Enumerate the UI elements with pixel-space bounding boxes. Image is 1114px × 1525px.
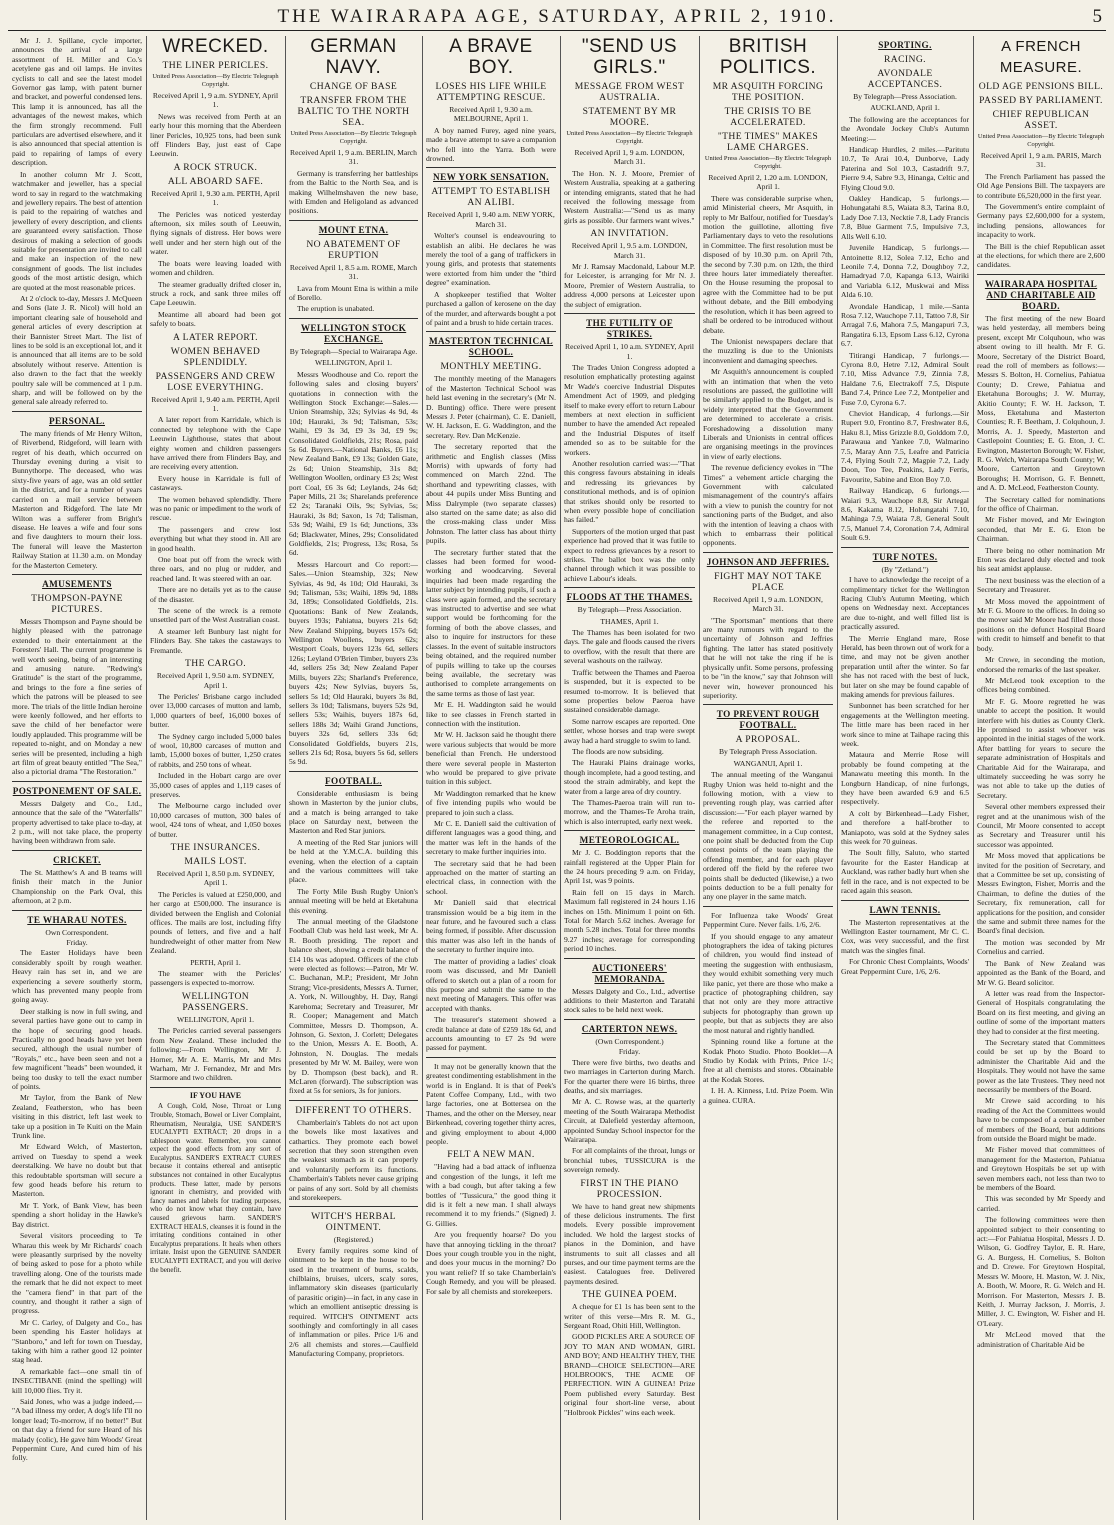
article-paragraph: Mr Crewe said according to his reading of the Act the Committees would have to be composed of a certain number of members of the Board, but additions from outside the Board might be made.: [977, 1096, 1105, 1143]
advertisement-text: For Chronic Chest Complaints, Woods' Great Peppermint Cure, 1/6, 2/6.: [841, 957, 969, 976]
article-paragraph: The secretary said that he had been approached on the matter of starting an electrical class, in connection with the school.: [426, 858, 556, 896]
column-6: [703, 36, 833, 1520]
headline: A FRENCH MEASURE.: [999, 38, 1083, 76]
article-paragraph: The Trades Union Congress adopted a resolution emphatically protesting against Mr Wade's coercive Industrial Disputes Amendment Act of 1909, and pledging itself to make every effort to return Labour members at next election in sufficient number to have the amended Act repealed and the Industrial Disputes of itself amended so as to be suitable for the workers.: [564, 362, 695, 457]
headline: MASTERTON TECHNICAL SCHOOL.: [428, 336, 554, 358]
divider: [564, 830, 695, 831]
headline: TE WHARAU NOTES.: [27, 914, 127, 925]
article-paragraph: The Pericles' Brisbane cargo included over 13,000 carcases of mutton and lamb, 1,000 quarters of beef, 16,000 boxes of butter.: [150, 691, 281, 730]
headline: AMUSEMENTS: [42, 578, 112, 589]
advertisement-text: For Influenza take Woods' Great Peppermint Cure. Never fails. 1/6, 2/6.: [703, 910, 833, 930]
column-rule: [146, 36, 147, 1520]
dateline: Received April 1, 9.30 a.m. PERTH, April 1.: [151, 188, 280, 208]
article-paragraph: The Thames-Paeroa train will run to-morrow, and the Thames-Te Aroha train, which is also interrupted, early next week.: [564, 797, 695, 826]
headline: NEW YORK SENSATION.: [433, 172, 549, 183]
article-paragraph: Wolter's counsel is endeavouring to establish an alibi. He declares he was merely the tool of a gang of traffickers in young girls, and protests that statements were extorted from him under the "third degree" examination.: [426, 231, 556, 288]
credit-line: United Press Association—By Electric Telegraph Copyright.: [704, 155, 832, 170]
article-paragraph: A steamer left Bunbury last night for Flinders Bay. She takes the castaways to Fremantle.: [150, 626, 281, 655]
dateline: Received April 1, 8.50 p.m. SYDNEY, April 1.: [156, 869, 275, 888]
dateline: WANGANUI, April 1.: [733, 758, 803, 768]
dateline: AUCKLAND, April 1.: [870, 103, 940, 113]
divider: [289, 771, 418, 772]
article-paragraph: Mr Crewe, in seconding the motion, endorsed the remarks of the last speaker.: [977, 655, 1105, 674]
article-paragraph: There being no other nomination Mr Eton was declared duly elected and took his seat amidst applause.: [977, 545, 1105, 574]
article-paragraph: A later report from Karridale, which is connected by telephone with the Cape Leeuwin Lighthouse, states that about eighty women and children passengers have arrived there from Flinders Bay, and are receiving every attention.: [150, 415, 281, 472]
byline: By Telegraph—Press Association.: [853, 92, 957, 101]
subheadline: WITCH'S HERBAL OINTMENT.: [311, 1211, 396, 1234]
article-paragraph: The Government's entire complaint of Germany pays £2,600,000 for a system, including pensions, allowances for incapacity to work.: [977, 202, 1105, 240]
article-paragraph: "The Sportsman" mentions that there are many rumours with regard to the uncertainty of Johnson and Jeffries fighting. The latter has stated positively that he will not take the ring if he is physically unfit. Some persons, professing to be "in the know," say that Johnson will never win, however pronounced his superiority.: [703, 615, 833, 700]
article-paragraph: The Sydney cargo included 5,000 bales of wool, 10,800 carcases of mutton and lamb, 15,000 boxes of butter, 1,250 crates of rabbits, and 250 tons of wheat.: [150, 731, 281, 769]
article-paragraph: The Bank of New Zealand was appointed as the Bank of the Board, and Mr W. G. Beard solicitor.: [977, 958, 1105, 987]
article-paragraph: There were five births, two deaths and two marriages in Carterton during March. For the quarter there were 16 births, three deaths, and six marriages.: [564, 1057, 695, 1095]
column-3: [289, 36, 418, 1520]
dateline: Received April 1, 9 a.m. BERLIN, March 31.: [290, 148, 417, 167]
headline: BRITISH POLITICS.: [719, 36, 817, 78]
divider: [426, 167, 556, 168]
article-paragraph: The Secretary called for nominations for the office of Chairman.: [977, 494, 1105, 513]
divider: [12, 411, 142, 412]
divider: [703, 906, 833, 907]
article-paragraph: Lava from Mount Etna is within a mile of Borello.: [289, 283, 418, 303]
subheadline: WELLINGTON PASSENGERS.: [181, 990, 250, 1013]
credit-line: United Press Association—By Electric Telegraph Copyright.: [977, 133, 1105, 148]
article-paragraph: Handicap Hurdles, 2 miles.—Paritutu 10.7, Te Arai 10.4, Dunborve, Lady Paterina and Sol 10.3, Castadrift 9.7, Pierre 9.4, Sabre 9.3, Hinanga, Celtic and Flying Cloud 9.0.: [841, 145, 969, 192]
column-rule: [285, 36, 286, 1520]
subheadline: PASSED BY PARLIAMENT.: [979, 95, 1103, 106]
subheadline: OLD AGE PENSIONS BILL.: [978, 81, 1104, 92]
article-paragraph: The Soult filly, Saluto, who started favourite for the Easter Handicap at Auckland, was rather badly hurt when she fell in the race, and is not expected to be raced again this season.: [841, 848, 969, 896]
subheadline: MONTHLY MEETING.: [440, 361, 542, 373]
article-paragraph: Several other members expressed their regret and at the unanimous wish of the Council, Mr Moore consented to accept as Secretary and Treasurer until his successor was appointed.: [977, 802, 1105, 849]
subheadline: PASSENGERS AND CREW LOSE EVERYTHING.: [155, 370, 276, 393]
dateline: Received April 1, 9 a.m. PARIS, March 31.: [980, 151, 1102, 170]
dateline: Friday.: [618, 1047, 641, 1057]
headline: JOHNSON AND JEFFRIES.: [706, 556, 830, 567]
article-paragraph: Mr W. H. Jackson said he thought there were various subjects that would be more beneficial than French. He understood there were several people in Masterton who would be prepared to give private tuition in this subject.: [426, 730, 556, 787]
headline: TURF NOTES.: [872, 551, 938, 562]
dateline: Received April 1, 10 a.m. SYDNEY, April 1.: [565, 342, 694, 361]
column-5: [564, 36, 695, 1520]
article-paragraph: One boat put off from the wreck with three oars, and no plug or rudder, and reached land. It was steered with an oar.: [150, 555, 281, 583]
article-paragraph: Mr Moss moved the appointment of Mr F. G. Moore to the offices. In doing so the mover said Mr Moore had filled those positions on the defunct Hospital Board with credit to himself and benefit to that body.: [977, 596, 1105, 653]
advertisement-text: A Cough, Cold, Nose, Throat or Lung Trouble, Stomach, Bowel or Liver Complaint, Rheumatism, Neuralgia, USE SANDER'S EUCALYPTI EXTRACT; 20 drops in a tablespoon water. Remember, you cannot expect the good effects from any sort of Eucalyptus. SANDER'S EXTRACT CURES because it contains ethereal and antiseptic substances not contained in other Eucalyptus products. These latter, made by persons ignorant in chemistry, and provided with fancy names and labels for trading purposes, who do not know what they contain, have caused grievous harm. SANDER'S EXTRACT HEALS, cleanses it is found in the irritating conditions contained in other Eucalyptus preparations. It heals when others irritate. Insist upon the GENUINE SANDER EUCALYPTI EXTRACT, and you will derive the benefit.: [150, 1102, 281, 1274]
article-paragraph: Mr J. Ramsay Macdonald, Labour M.P. for Leicester, is arranging for Mr N. J. Moore, Premier of Western Australia, to address 4,000 persons at Leicester upon the subject of emigration.: [564, 262, 695, 309]
subheadline: MAILS LOST.: [184, 856, 247, 867]
subheadline: ATTEMPT TO ESTABLISH AN ALIBI.: [431, 186, 551, 209]
article-paragraph: The annual meeting of the Gladstone Football Club was held last week, Mr A. R. Booth presiding. The report and balance sheet, showing a credit balance of £14 10s was adopted. Officers of the club were elected as follows:—Patron, Mr W. C. Buchanan, M.P.; President, Mr John Strang; Vice-presidents, Messrs A. Turner, A. York, N. Willoughby, H. Day, Rangi Karehoma; Secretary and Treasurer, Mr R. Cooper; Management and Match Committee, Messrs D. Thompson, A. Johnson, G. Sexton, J. Corlett; Delegates to the Union, Messrs A. E. Booth, A. Johnston, N. Douglas. The medals presented by Mr W. M. Bailey, were won by D. Thompson (best back), and R. McLaren (forward). The subscription was fixed at 5s for seniors, 3s for juniors.: [289, 917, 418, 1096]
column-2: [150, 36, 281, 1520]
article-paragraph: The first meeting of the new Board was held yesterday, all members being present, except Mr Colquhoun, who was absent owing to ill health. Mr F. G. Moore, Secretary of the District Board, read the roll of members as follows:—Messrs S. Bolton, H. Cornelius, Pahiatua County; D. Crewe, Pahiatua and Eketahuna Boroughs; J. W. Murray, Akitio County; F. W. H. Jackson, T. Moss, Eketahuna and Masterton Counties; R. F. Beetham, J. Colquhoun, J. Morris, A. J. Speedy, Masterton and Castlepoint Counties; E. G. Eton, J. C. Ewington, Masterton Borough; W. Fisher, R. G. Welch, Wairarapa South County; W. Moore, Carterton and Greytown Boroughs; H. Morrison, G. F. Bennett, and A. D. McLeod, Featherston County.: [977, 313, 1105, 493]
dateline: Received April 1, 9.30 a.m. MELBOURNE, April 1.: [449, 105, 533, 124]
article-paragraph: News was received from Perth at an early hour this morning that the Aberdeen liner Pericles, 10,925 tons, had been sunk off Flinders Bay, just east of Cape Leeuwin.: [150, 111, 281, 159]
article-paragraph: The women behaved splendidly. There was no panic or impediment to the work of rescue.: [150, 494, 281, 523]
article-paragraph: Mr Taylor, from the Bank of New Zealand, Featherston, who has been visiting in this district, left last week to take up a position in Te Kuiti on the Main Trunk line.: [12, 1093, 142, 1141]
article-paragraph: Mr T. York, of Bank View, has been spending a short holiday in the Hawke's Bay district.: [12, 1200, 142, 1229]
article-paragraph: The Pericles was noticed yesterday afternoon, six miles south of Leeuwin, flying signals of distress. Her bows were well under and her stern high out of the water.: [150, 209, 281, 257]
dateline: Received April 1, 9 a.m. LONDON, March 31.: [574, 148, 685, 167]
subheadline: RACING.: [884, 54, 926, 65]
divider: [426, 1057, 556, 1058]
article-paragraph: Mr Fisher moved that committees of management for the Masterton, Pahiatua and Greytown Hospitals be set up with seven members each, not less than two to be members of the Board.: [977, 1145, 1105, 1193]
column-rule: [973, 36, 974, 1520]
article-paragraph: Mr F. G. Moore regretted he was unable to accept the position. It would interfere with his duties as County Clerk. He promised to assist whoever was appointed in the initial stages of the work. After battling for years to secure the separate administration of Hospitals and Charitable Aid for the Wairarapa, and ultimately succeeding he was sorry he was not able to take up the duties of Secretary.: [977, 696, 1105, 800]
masthead: [0, 0, 1114, 30]
article-paragraph: There was considerable surprise when, amid Ministerial cheers, Mr Asquith, in reply to Mr Balfour, notified for Tuesday's motion the guillotine, allotting five Parliamentary days to veto the resolutions in Committee. The first resolution must be disposed of by 10.30 p.m. on April 7th, the second by 7.30 p.m. on 12th, the third three hours later immediately thereafter. On the House resuming the proposal to agree with the Committee had to be put without debate, and the Bill embodying the resolution, which it has been agreed to shall be ordered to be introduced without debate.: [703, 193, 833, 335]
article-paragraph: Mr A. C. Rowse was, at the quarterly meeting of the South Wairarapa Methodist Circuit, at Dalefield yesterday afternoon, appointed Sunday School inspector for the Wairarapa.: [564, 1097, 695, 1144]
article-paragraph: The Hauraki Plains drainage works, though incomplete, had a good testing, and stood the strain admirably, and kept the water from a large area of dry country.: [564, 758, 695, 796]
dateline: PERTH, April 1.: [190, 957, 241, 967]
article-paragraph: The many friends of Mr Henry Wilton, of Riverbend, Ridgeford, will learn with regret of his death, which occurred on Thursday evening during a visit to Bunnythorpe. The deceased, who was sixty-five years of age, was an old settler in the district, and for a number of years carried on a mail service between Masterton and Ridgeford. The late Mr Wilton was a sufferer from Bright's disease. He leaves a wife and four sons and five daughters to mourn their loss. The funeral will leave the Masterton Railway Station at 11.30 a.m. on Monday for the Masterton Cemetery.: [12, 428, 142, 570]
headline: LAWN TENNIS.: [869, 904, 941, 915]
article-paragraph: The French Parliament has passed the Old Age Pensions Bill. The taxpayers are to contribute £6,520,000 in the first year.: [977, 171, 1105, 200]
headline: WAIRARAPA HOSPITAL AND CHARITABLE AID BOARD.: [984, 278, 1098, 311]
subheadline: LOSES HIS LIFE WHILE ATTEMPTING RESCUE.: [435, 81, 547, 103]
credit-line: United Press Association—By Electric Telegraph Copyright.: [566, 130, 693, 145]
page-number: 5: [1092, 6, 1102, 27]
advertisement: [150, 1092, 281, 1274]
subheadline: THE GUINEA POEM.: [581, 1289, 678, 1301]
subheadline: CHANGE OF BASE: [309, 81, 398, 92]
masthead-title: THE WAIRARAPA AGE, SATURDAY, APRIL 2, 1910.: [277, 6, 837, 27]
advertisement-text: We have to hand great new shipments of these delicious instruments. The first models. Every possible improvement included. We hold the largest stocks of pianos in the Dominion, and have instruments to suit all classes and all purses, and our time payment terms are the easiest. Catalogues free. Delivered payments desired.: [564, 1201, 695, 1286]
article-paragraph: The Thames has been isolated for two days. The gale and floods caused the rivers to overflow, with the result that there are several washouts on the railway.: [564, 628, 695, 666]
headline: CARTERTON NEWS.: [581, 1023, 678, 1034]
article-paragraph: Messrs Dalgety and Co., Ltd., advertise additions to their Masterton and Taratahi stock sales to be held next week.: [564, 986, 695, 1015]
article-paragraph: Cheviot Handicap, 4 furlongs.—Sir Rupert 9.0, Frontino 8.7, Freshwater 8.6, Haku 8.1, Miss Grizzle 8.0, Golddom 7.0, Parawaua and Yankee 7.0, Walmarino 7.5, Maray Ann 7.5, Leafre and Patricia 7.4, Flying Soult 7.2, Magpie 7.2, Lady Doon, Too Tee, Peakins, Lady Ferris, Favourite, Sabine and Eton Boy 7.0.: [841, 409, 969, 484]
headline: WRECKED.: [162, 36, 269, 57]
article-paragraph: Mr Daniell said that electrical transmission would be a big item in the near future, and he favoured such a class being formed, if possible. After discussion this matter was also left in the hands of the secretary to further inquire into.: [426, 898, 556, 955]
article-paragraph: Another resolution carried was:—"That this congress favours abstaining in ideals and redressing its grievances by constitutional methods, and is of opinion that strikes should only be resorted to when every possible hope of conciliation has failed.": [564, 458, 695, 525]
subheadline: "THE TIMES" MAKES LAME CHARGES.: [717, 131, 819, 153]
article-paragraph: The St. Matthew's A and B teams will finish their match in the Junior Championship on the Park Oval, this afternoon, at 2 p.m.: [12, 867, 142, 906]
advertisement-text: Chamberlain's Tablets do not act upon the bowels like most laxatives and cathartics. They promote each bowel secretion that they soon strengthen even the weakest stomach as it can properly and voluntarily perform its functions. Chamberlain's Tablets never cause griping or pains of any sort. Sold by all chemists and storekeepers.: [289, 1117, 418, 1202]
divider: [289, 1100, 418, 1101]
dateline: Received April 1, 9.40 a.m. PERTH, April 1.: [151, 394, 280, 413]
article-paragraph: This was seconded by Mr Speedy and carried.: [977, 1194, 1105, 1213]
article-paragraph: The Hon. N. J. Moore, Premier of Western Australia, speaking at a gathering or intending emigrants, stated that he had received the following message from Western Australia:—"Send us as many girls as possible. Our farmers want wives.": [564, 168, 695, 225]
advertisement-heading: IF YOU HAVE: [189, 1090, 242, 1100]
article-paragraph: In another column Mr J. Scott, watchmaker and jeweller, has a special word to say in regard to the watchmaking and jewellery repairs. The best of attention is paid to the repairing of watches and jewellery of every description, and clients are guaranteed every satisfaction. Those desirous of making a selection of goods suitable for presentation are invited to call and make an inspection of the new consignment of goods. The list includes goods of the most artistic design, which are quoted at the most reasonable prices.: [12, 169, 142, 292]
subheadline: TRANSFER FROM THE BALTIC TO THE NORTH SEA.: [297, 95, 410, 128]
column-rule: [837, 36, 838, 1520]
subheadline: THE INSURANCES.: [170, 842, 261, 853]
subheadline: AVONDALE ACCEPTANCES.: [867, 68, 943, 90]
divider: [564, 1019, 695, 1020]
advertisement-text: If you should engage to any amateur photographers the idea of taking pictures of children, you would find instead of meeting the suggestion with enthusiasm, they would exhibit something very much like panic, yet there are those who make a practice of photographing children, say that not only are they more attractive subjects for photography than grown up people, but that as subjects they are also the most natural and rightly handled.: [703, 931, 833, 1035]
article-paragraph: Mr E. H. Waddington said he would like to see classes in French started in connection with the institution.: [426, 700, 556, 728]
article-paragraph: Mr McLeod moved that the administration of Charitable Aid be: [977, 1330, 1105, 1349]
divider: [150, 1087, 281, 1088]
column-8: [977, 36, 1105, 1520]
byline: By Telegraph—Press Association.: [577, 605, 682, 615]
article-paragraph: Mr Waddington remarked that he knew of five intending pupils who would be prepared to join such a class.: [426, 788, 556, 817]
article-paragraph: The secretary reported that the arithmetic and English classes (Miss Morris) with upwards of forty had commenced on March 22nd. The shorthand and typewriting classes, with about 44 pupils under Miss Bunting and Miss Dalrymple (two separate classes) also started on the same date; as also did the cross-making class under Miss Johnston. The latter class has about thirty pupils.: [426, 442, 556, 546]
article-paragraph: Every house in Karridale is full of castaways.: [150, 473, 281, 493]
subheadline: THOMPSON-PAYNE PICTURES.: [31, 592, 123, 615]
advertisement-text: For all complaints of the throat, lungs or bronchial tubes, TUSSICURA is the sovereign remedy.: [564, 1146, 695, 1175]
dateline: WELLINGTON, April 1.: [314, 358, 393, 368]
subheadline: FIGHT MAY NOT TAKE PLACE: [714, 570, 822, 593]
subheadline: ALL ABOARD SAFE.: [167, 175, 264, 187]
divider: [703, 552, 833, 553]
article-paragraph: The Pericles is valued at £250,000, and her cargo at £500,000. The insurance is divided between the English and Colonial offices. The mails are lost, including fifty pounds of letters, and five and a half hundredweight of other matter from New Zealand.: [150, 889, 281, 956]
article-paragraph: Mataura and Merrie Rose will probably be found competing at the Manawatu meeting this month. In the Longburn Handicap, of nine furlongs, they have been awarded 6.9 and 6.5 respectively.: [841, 750, 969, 807]
dateline: Received April 2, 1.20 a.m. LONDON, April 1.: [708, 173, 828, 192]
advertisement-text: Spinning round like a fortune at the Kodak Photo Studio. Photo Booklet—A Studio by Kodak with Prints, Price 1/-; free at all chemists and stores. Obtainable at the Kodak Stores.: [703, 1037, 833, 1084]
column-1: [12, 36, 142, 1520]
divider: [564, 587, 695, 588]
headline: TO PREVENT ROUGH FOOTBALL.: [716, 709, 820, 731]
article-paragraph: The Melbourne cargo included over 10,000 carcases of mutton, 300 bales of wool, 424 tons of wheat, and 1,050 boxes of butter.: [150, 801, 281, 839]
dateline: Received April 1, 9.40 a.m. NEW YORK, March 31.: [427, 210, 555, 229]
article-paragraph: Messrs Dalgety and Co., Ltd., announce that the sale of the "Waterfalls" property advertised to take place to-day, at 2 p.m., will not take place, the property having been withdrawn from sale.: [12, 798, 142, 846]
article-paragraph: Germany is transferring her battleships from the Baltic to the North Sea, and is making Wilhelmshaven the new base, with Emden and Heligoland as advanced positions.: [289, 168, 418, 216]
advertisement-text: Are you frequently hoarse? Do you have that annoying tickling in the throat? Does your cough trouble you in the night, and does your mucus in the morning? Do you want relief? If so take Chamberlain's Cough Remedy, and you will be pleased. For sale by all chemists and storekeepers.: [426, 1230, 556, 1296]
divider: [12, 781, 142, 782]
dateline: Friday.: [66, 937, 88, 947]
article-paragraph: Some narrow escapes are reported. One settler, whose horses and trap were swept away had a hard struggle to swim to land.: [564, 716, 695, 745]
article-paragraph: Railway Handicap, 6 furlongs.—Waiari 9.3, Wauchope 8.8, Sir Artegal 8.6, Kakama 8.12, Hohungatahi 7.10, Mahinga 7.9, Waiata 7.8, General Soult 7.5, Manuel 7.4, Coronation 7.4, Admiral Soult 6.9.: [841, 486, 969, 543]
headline: FOOTBALL.: [325, 775, 382, 786]
subheadline: THE CARGO.: [184, 658, 247, 670]
dateline: THAMES, April 1.: [600, 616, 659, 626]
byline: (Registered.): [333, 1235, 374, 1245]
dateline: Received April 1, 9 a.m. LONDON, March 31.: [713, 594, 823, 614]
article-paragraph: The Forty Mile Bush Rugby Union's annual meeting will be held at Eketahuna this evening.: [289, 886, 418, 915]
headline: "SEND US GIRLS.": [581, 36, 678, 78]
article-paragraph: The revenue deficiency evokes in "The Times" a vehement article charging the Government with calculated mismanagement of the country's affairs with a view to punish the country for not sanctioning parts of the Budget, and also with the intention of leaving a chaos with which to embarrass their political opponents.: [703, 463, 833, 548]
column-rule: [422, 36, 423, 1520]
subheadline: FIRST IN THE PIANO PROCESSION.: [580, 1177, 679, 1200]
dateline: WELLINGTON, April 1.: [176, 1014, 255, 1024]
article-paragraph: Mr Fisher moved, and Mr Ewington seconded, that Mr E. G. Eton be Chairman.: [977, 515, 1105, 544]
article-paragraph: Included in the Hobart cargo are over 35,000 cases of apples and 1,119 cases of preserves.: [150, 771, 281, 799]
divider: [289, 220, 418, 221]
advertisement-text: I. H. A. Kinness, Ltd. Prize Poem. Win a guinea. CURA.: [703, 1086, 833, 1105]
article-paragraph: Considerable enthusiasm is being shown in Masterton by the junior clubs, and a match is being arranged to take place on Saturday next, between the Masterton and Red Star juniors.: [289, 788, 418, 836]
subheadline: FELT A NEW MAN.: [447, 1149, 535, 1161]
article-paragraph: The steamer with the Pericles' passengers is expected to-morrow.: [150, 969, 281, 988]
article-paragraph: The passengers and crew lost everything but what they stood in. All are in good health.: [150, 524, 281, 553]
article-paragraph: Mr J. J. Spillane, cycle importer, announces the arrival of a large assortment of H. Miller and Co.'s acetylene gas and oil lamps. He invites cyclists to call and see the latest model Governor gas lamp, with patent burner and bracket, and powerful condensed lens. This lamp it is announced, has all the advantages of the newest makes, which the firm strongly recommend. Full particulars are advertised elsewhere, and it is also announced that special attention is paid to repairing of lamps of every description.: [12, 36, 142, 168]
headline: THE FUTILITY OF STRIKES.: [586, 318, 673, 340]
divider: [977, 274, 1105, 275]
subheadline: WOMEN BEHAVED SPLENDIDLY.: [170, 345, 261, 368]
article-paragraph: The following are the acceptances for the Avondale Jockey Club's Autumn Meeting:—: [841, 114, 969, 143]
article-paragraph: The eruption is unabated.: [297, 304, 375, 314]
article-paragraph: Mr Moss moved that applications be invited for the position of Secretary, and that a Committee be set up, consisting of Messrs Ewington, Fisher, Morris and the Chairman, to define the duties of the Secretary, fix remuneration, call for applications for the position, and consider the same and submit three names for the Board's final decision.: [977, 851, 1105, 936]
subheadline: AN INVITATION.: [590, 228, 669, 240]
article-paragraph: Supporters of the motion urged that past experience had proved that it was futile to expect to redress grievances by a resort to strikes. The ballot box was the only channel through which it was possible to achieve Labour's ideals.: [564, 526, 695, 583]
article-paragraph: The Unionist newspapers declare that the muzzling is due to the Unionists inconvenient and damaging speeches.: [703, 336, 833, 365]
article-paragraph: The secretary further stated that the classes had been formed for wood-working and woodcarving. Several inquiries had been made regarding the latter subject by intending pupils, if such a class were again formed, and the secretary was instructed to advertise and see what support would be forthcoming for the forming of both the above classes, and also to inquire for instructors for these classes. In the event of suitable instructors being obtained, and the required number of pupils willing to take up the courses being available, the secretary was authorised to complete arrangements on the same terms as those of last year.: [426, 547, 556, 698]
article-paragraph: Oakley Handicap, 5 furlongs.—Hohungatahi 8.5, Waiata 8.3, Tarina 8.0, Lady Doe 7.13, Necktie 7.8, Lady Francis 7.8, Blue Garment 7.5, Impulsive 7.3, Alls Well 6.10.: [841, 194, 969, 241]
article-paragraph: At 2 o'clock to-day, Messrs J. McQueen and Sons (late J. R. Nicol) will hold an important clearing sale of household and general articles of every description at their Bannister Street Mart. The list of lines to be sold is an exceptional lot, and it is announced that all items are to be sold absolutely without reserve. Attention is also drawn to the fact that the weekly poultry sale will be commenced at 1 p.m. sharp, and will be followed on by the general sale already referred to.: [12, 293, 142, 407]
article-paragraph: Messrs Harcourt and Co report:—Sales.—Union Steamship, 32s; New Sylvias, 4s 9d, 4s 10d; Old Hauraki, 3s 9d; Talisman, 53s; Waihi, 189s 9d, 188s 3d, 189s; Consolidated Goldfields, 21s. Quotations: Bank of New Zealands, buyers 193s; Pahiatua, buyers 21s 6d; New Zealand Shipping, buyers 157s 6d; Wellington Woollens, buyers 62s; Westport Coals, buyers 123s 6d, sellers 126s; Leyland O'Brien Timber, buyers 23s 4d, sellers 25s 3d; New Zealand Paper Mills, buyers 22s; Sharland's Preference, buyers 42s; New Sylvias, buyers 5s, sellers 5s 1d; Old Hauraki, buyers 3s 8d, sellers 3s 10d; Talismans, buyers 52s 9d, sellers 53s; Waihis, buyers 187s 6d, sellers 188s 3d; Waihi Grand Junctions, buyers 32s 6d, sellers 33s 6d; Consolidated Goldfields, buyers 21s, sellers 21s 6d; Rosa, buyers 5s 6d, sellers 5s 9d.: [289, 559, 418, 767]
headline: A BRAVE BOY.: [449, 36, 533, 78]
subheadline: A LATER REPORT.: [173, 331, 258, 343]
article-paragraph: The scene of the wreck is a remote unsettled part of the West Australian coast.: [150, 606, 281, 625]
article-paragraph: The matter of providing a ladies' cloak room was discussed, and Mr Daniell offered to sketch out a plan of a room for this purpose and submit the same to the next meeting of Managers. This offer was accepted with thanks.: [426, 956, 556, 1013]
divider: [289, 1206, 418, 1207]
headline: POSTPONEMENT OF SALE.: [12, 785, 142, 796]
article-paragraph: Mr Asquith's announcement is coupled with an intimation that when the veto resolutions are passed, the guillotine will be similarly applied to the Budget, and is widely interpreted that the Government are determined to accelerate a crisis. Foreshadowing a dissolution many Liberals and Unionists in central offices are organising meetings in the provinces in view of early elections.: [703, 367, 833, 461]
article-paragraph: The motion was seconded by Mr Cornelius and carried.: [977, 937, 1105, 957]
divider: [12, 850, 142, 851]
subheadline: MESSAGE FROM WEST AUSTRALIA.: [574, 81, 685, 103]
headline: SPORTING.: [878, 40, 932, 50]
headline: MOUNT ETNA.: [318, 224, 389, 235]
headline: PERSONAL.: [49, 415, 105, 426]
dateline: Received April 1, 9 a.m. SYDNEY, April 1.: [152, 91, 279, 110]
headline: WELLINGTON STOCK EXCHANGE.: [300, 322, 407, 344]
divider: [841, 547, 969, 548]
headline: GERMAN NAVY.: [310, 36, 397, 78]
article-paragraph: Mr McLeod took exception to the offices being combined.: [977, 675, 1105, 695]
article-paragraph: Sunbonnet has been scratched for her engagements at the Wellington meeting. The little mare has been raced in her work since to mine at Taihape racing this week.: [841, 701, 969, 748]
advertisement-text: A cheque for £1 1s has been sent to the writer of this verse—Mrs R. M. G., Sergeant Road, Ohiti Hill, Wellington.: [564, 1302, 695, 1331]
article-paragraph: Traffic between the Thames and Paeroa is suspended, but it is expected to be resumed to-morrow. It is believed that some properties below Paeroa have sustained considerable damage.: [564, 667, 695, 715]
article-paragraph: A meeting of the Red Star juniors will be held at the Y.M.C.A. building this evening, when the election of a captain and the various committees will take place.: [289, 837, 418, 885]
article-paragraph: Messrs Woodhouse and Co. report the following sales and closing buyers' quotations in connection with the Wellington Stock Exchange:—Sales.—Union Steamship, 32s; Sylvias 4s 9d, 4s 10d; Hauraki, 3s 9d; Talisman, 53s; Waihi, £9 3s 3d, £9 3s 3d, £9 9s; Consolidated Goldfields, 21s; Rosa, paid 5s 6d. Buyers.—National Banks, £6 11s; New Zealand Bank, £9 13s; Golden Gate, 2s 6d; Union Steamship, 31s 8d; Wellington Woollen, ordinary £3 2s; West port Coal, £6 3s 6d; Leylands, 24s 6d; Paper Mills, 21 3s; Sharelands preference £2 2s; Taranaki Oils, 9s; Sylvias, 5s; Hauraki, 3s 8d; Saxon, 1s 7d; Talisman, 53s 9d; Waihi, £9 1s 6d; Junctions, 33s 6d; Blackwater, Mines, 29s; Consolidated Goldfields, 21s; Progress, 13s; Rosa, 5s 6d.: [289, 369, 418, 558]
article-paragraph: The Masterton representatives at the Wellington Easter tournament, Mr C. C. Cox, was very successful, and the first match was the singles final.: [841, 917, 969, 955]
divider: [12, 910, 142, 911]
divider: [289, 318, 418, 319]
divider: [426, 331, 556, 332]
article-paragraph: The following committees were then appointed subject to their consenting to act:—For Pahiatua Hospital, Messrs J. D. Wilson, G. Godfrey Taylor, E. R. Hare, G. A. Burgess, H. Cornelius, S. Bolton and D. Crewe. For Greytown Hospital, Messrs W. Moore, H. Maston, W. J. Nix, A. Booth, W. Moore, R. G. Welch and H. Morrison. For Masterton, Messrs J. B. Keith, J. Murray Jackson, J. Morris, J. Miller, J. C. Ewington, W. Fisher and H. O'Leary.: [977, 1215, 1105, 1328]
subheadline: NO ABATEMENT OF ERUPTION: [306, 238, 401, 261]
article-paragraph: Titirangi Handicap, 7 furlongs.—Cyrona 8.0, Hetre 7.12, Admiral Soult 7.10, Miss Advance 7.9, Zinnia 7.8, Haldane 7.6, Electrakoff 7.5, Dispute Band 7.4, Prince Lee 7.2, Montpelier and Fuse 7.0, Cyrona 6.7.: [841, 350, 969, 407]
article-paragraph: The floods are now subsiding.: [572, 746, 664, 756]
article-paragraph: A boy named Furey, aged nine years, made a brave attempt to save a companion who fell into the Yarra. Both were drowned.: [426, 125, 556, 164]
subheadline: THE LINER PERICLES.: [162, 60, 269, 71]
byline: (Own Correspondent.): [595, 1036, 664, 1046]
headline: METEOROLOGICAL.: [579, 835, 680, 846]
advertisement-text: It may not be generally known that the greatest condimenting establishment in the world is in England. It is that of Peek's Patent Coffee Company, Ltd., with two large factories, one at Bottersea on the Thames, and the other on the Mersey, near Birkenhead, covering together thirty acres, and giving employment to about 4,000 people.: [426, 1061, 556, 1146]
article-paragraph: A letter was read from the Inspector-General of Hospitals congratulating the Board on its first meeting, and giving an outline of some of the important matters they had to consider at the first meeting.: [977, 988, 1105, 1036]
byline: By Telegraph—Special to Wairarapa Age.: [289, 346, 418, 356]
article-paragraph: The Merrie England mare, Rose Herald, has been thrown out of work for a time, and may not be given another preparation until after the winter. So far she has not raced with the best of luck, but later on she may be found capable of making amends for previous failures.: [841, 633, 969, 699]
dateline: Received April 1, 9.50 a.m. SYDNEY, April 1.: [156, 671, 275, 690]
divider: [12, 574, 142, 575]
column-rule: [560, 36, 561, 1520]
byline: By Telegraph Press Association.: [718, 747, 818, 757]
dateline: Received April 1, 8.5 a.m. ROME, March 31.: [289, 262, 418, 282]
article-paragraph: Avondale Handicap, 1 mile.—Santa Rosa 7.12, Wauchope 7.11, Tattoo 7.8, Sir Arragal 7.6, Mahora 7.5, Mangapuri 7.3, Rangatira 6.13, Epsom Lass 6.12, Cyrona 6.7.: [841, 301, 969, 349]
article-paragraph: A remarkable fact—one small tin of INSECTIBANE (mind the spelling) will kill 10,000 flies. Try it.: [12, 1366, 142, 1395]
article-paragraph: A shopkeeper testified that Wolter purchased a gallon of kerosene on the day of the murder, and afterwards bought a pot of paint and a brush to hide certain traces.: [426, 289, 556, 327]
article-paragraph: Mr J. C. Boddington reports that the rainfall registered at the Upper Plain for the 24 hours preceding 9 a.m. on Friday, April 1st, was 9 points.: [564, 848, 695, 886]
article-paragraph: The treasurer's statement showed a credit balance at date of £259 18s 6d, and accounts amounting to £7 2s 9d were passed for payment.: [426, 1015, 556, 1053]
advertisement-text: Every family requires some kind of ointment to be kept in the house to be used in the treatment of burns, scalds, chilblains, bruises, ulcers, scaly sores, inflammatory skin diseases (particularly of parasitic origin)—in fact, in any case in which an emollient antiseptic dressing is required. WITCH'S OINTMENT acts soothingly and comfortingly in all cases of inflammation or piles. Price 1/6 and 2/6 all chemists and stores.—Caulfield Manufacturing Company, proprietors.: [289, 1245, 418, 1359]
column-7: [841, 36, 969, 1520]
column-4: [426, 36, 556, 1520]
subheadline: MR ASQUITH FORCING THE POSITION.: [712, 81, 824, 103]
article-paragraph: Several visitors proceeding to Te Wharau this week by Mr Richards' coach were pleasantly surprised by the novelty of being asked to pose for a photo while travelling along. One of the tourists made the remark that he did not expect to meet the "camera fiend" in that part of the country, and thought it rather a sign of progress.: [12, 1231, 142, 1316]
article-paragraph: A colt by Birkenhead—Lady Fisher, and therefore a half-brother to Maniapoto, was sold at the Sydney sales this week for 70 guineas.: [841, 808, 969, 847]
headline: FLOODS AT THE THAMES.: [566, 592, 693, 603]
credit-line: United Press Association—By Electric Telegraph Copyright.: [290, 130, 417, 145]
advertisement: Said Jones, who was a judge indeed,— "A bad illness my order, A dog's life I'll no longer lead; To-morrow, if no better!" But on that day a friend for sure Heard of his malady (colic), He gave him Woods' Great Peppermint Cure, And cured him of his folly.: [12, 1397, 142, 1463]
article-paragraph: The boats were leaving loaded with women and children.: [150, 258, 281, 278]
article-paragraph: The monthly meeting of the Managers of the Masterton Technical School was held last evening in the secretary's (Mr N. D. Bunting) office. There were present Messrs J. Peter (chairman), C. E. Daniell, W. H. Jackson, E. G. Waddington, and the secretary. Rev. Dan McKenzie.: [426, 374, 556, 440]
credit-line: United Press Association—By Electric Telegraph Copyright.: [152, 73, 279, 88]
article-paragraph: Mr C. E. Daniell said the cultivation of different languages was a good thing, and the matter was left in the hands of the secretary to make further inquiries into.: [426, 819, 556, 857]
article-paragraph: The Bill is the chief Republican asset at the elections, for which there are 2,600 candidates.: [977, 241, 1105, 270]
subheadline: THE CRISIS TO BE ACCELERATED.: [724, 106, 812, 128]
article-paragraph: The next business was the election of a Secretary and Treasurer.: [977, 575, 1105, 595]
headline: AUCTIONEERS' MEMORANDA.: [592, 962, 667, 984]
headline: CRICKET.: [53, 854, 101, 865]
divider: [841, 900, 969, 901]
masthead-rule: [8, 30, 1106, 31]
subheadline: A PROPOSAL.: [735, 734, 801, 746]
article-paragraph: The steamer gradually drifted closer in, struck a rock, and sank three miles off Cape Leeuwin.: [150, 279, 281, 308]
article-paragraph: Meantime all aboard had been got safely to boats.: [150, 309, 281, 329]
article-paragraph: Mr Edward Welch, of Masterton, arrived on Tuesday to spend a week deerstalking. We have no doubt but that this redoubtable sportsman will secure a few good heads before his return to Masterton.: [12, 1142, 142, 1199]
article-paragraph: Juvenile Handicap, 5 furlongs.—Antoinette 8.12, Solea 7.12, Echo and Leonile 7.4, Donna 7.2, Doughboy 7.2, Hamadryad 7.0, Kapanga 6.13, Wairiki and Variabla 6.12, Muskwai and Miss Alda 6.10.: [841, 243, 969, 300]
article-paragraph: There are no details yet as to the cause of the disaster.: [150, 585, 281, 604]
dateline: Received April 1, 9.5 a.m. LONDON, March 31.: [571, 241, 688, 260]
divider: [564, 313, 695, 314]
byline: (By "Zetland."): [881, 564, 929, 574]
divider: [703, 704, 833, 705]
article-paragraph: The Pericles carried several passengers from New Zealand. These included the following:—From Wellington, Mr J. Horner, Mr A. E. Marris, Mr and Mrs Warham, Mr J. Fernandez, Mr and Mrs Starmore and two children.: [150, 1026, 281, 1083]
article-paragraph: I have to acknowledge the receipt of a complimentary ticket for the Wellington Racing Club's Autumn Meeting, which opens on Wednesday next. Acceptances are due to-night, and well filled list is practically assured.: [841, 575, 969, 632]
subheadline: DIFFERENT TO OTHERS.: [295, 1104, 412, 1116]
subheadline: CHIEF REPUBLICAN ASSET.: [992, 109, 1090, 131]
advertisement-text: GOOD PICKLES ARE A SOURCE OF JOY TO MAN AND WOMAN, GIRL AND BOY; AND HEALTHY THEY, THE BRAND—CHOICE SELECTION—ARE HOLBROOK'S, THE ACME OF PERFECTION. WIN A GUINEA! Prize Poem published every Saturday. Best original four short-line verse, about "Holbrook Pickles" wins each week.: [564, 1332, 695, 1417]
article-paragraph: Messrs Thompson and Payne should be highly pleased with the patronage extended to their entertainment at the Foresters' Hall. The current programme is well worth seeing, being of an interesting and amusing nature. "Redwing's Gratitude" is the start of the programme, and brings to the fore a fine series of which the patrons will be pleased to see more. The trials of the little Indian heroine were keenly followed, and her efforts to save the child of her benefactor were loudly applauded. This programme will be repeated to-night, and on Monday a new series will be presented, including a high art film of great beauty entitled "The Sea," also a pictorial drama "The Restoration.": [12, 616, 142, 777]
article-paragraph: The annual meeting of the Wanganui Rugby Union was held to-night and the following motion, with a view to preventing rough play, was carried after discussion:—"For each player warned by the referee and reported to the management committee, in a Cup contest, one point shall be deducted from the Cup contest points of the team playing the offending member, and for each player ordered off the field by the referee two points shall be deducted (likewise,) a two points deduction to be a full penalty for any one player in the same match.: [703, 770, 833, 902]
article-paragraph: The Secretary stated that Committees could be set up by the Board to administer the Charitable Aid and the Hospitals. They would not have the same power as the late Trustees. They need not necessarily be members of the Board.: [977, 1037, 1105, 1094]
byline: Own Correspondent.: [45, 927, 109, 937]
article-paragraph: Rain fell on 15 days in March. Maximum fall registered in 24 hours 1.16 inches on 15th. Minimum 1 point on 6th. Total for March 5.62 inches. Average for month 5.28 inches. Total for three months 9.27 inches; average for corresponding period 10 inches.: [564, 887, 695, 954]
divider: [564, 958, 695, 959]
subheadline: A ROCK STRUCK.: [173, 161, 258, 173]
column-rule: [699, 36, 700, 1520]
article-paragraph: Mr C. Carley, of Dalgety and Co., has been spending his Easter holidays at "Stanboro," and left for town on Tuesday, taking with him a rather good 12 pointer stag head.: [12, 1317, 142, 1365]
advertisement-text: "Having had a bad attack of influenza and congestion of the lungs, it left me with a bad cough, but after taking a few bottles of "Tussicura," the good thing it did is it felt a new man. I shall always recommend it to my friends." (Signed) J. G. Gillies.: [426, 1162, 556, 1228]
article-paragraph: Deer stalking is now in full swing, and several parties have gone out to camp in the hope of securing good heads. Practically no good heads have yet been secured, although the usual number of "Royals," etc., have been seen and not a few magnificent "heads" been wounded, it being too dusky to tell the exact number of points.: [12, 1006, 142, 1091]
article-paragraph: The Easter Holidays have been considerably spoilt by rough weather. Heavy rain has set in, and we are experiencing a severe southerly storm, which has prevented many people from going away.: [12, 948, 142, 1005]
subheadline: STATEMENT BY MR MOORE.: [582, 106, 677, 128]
